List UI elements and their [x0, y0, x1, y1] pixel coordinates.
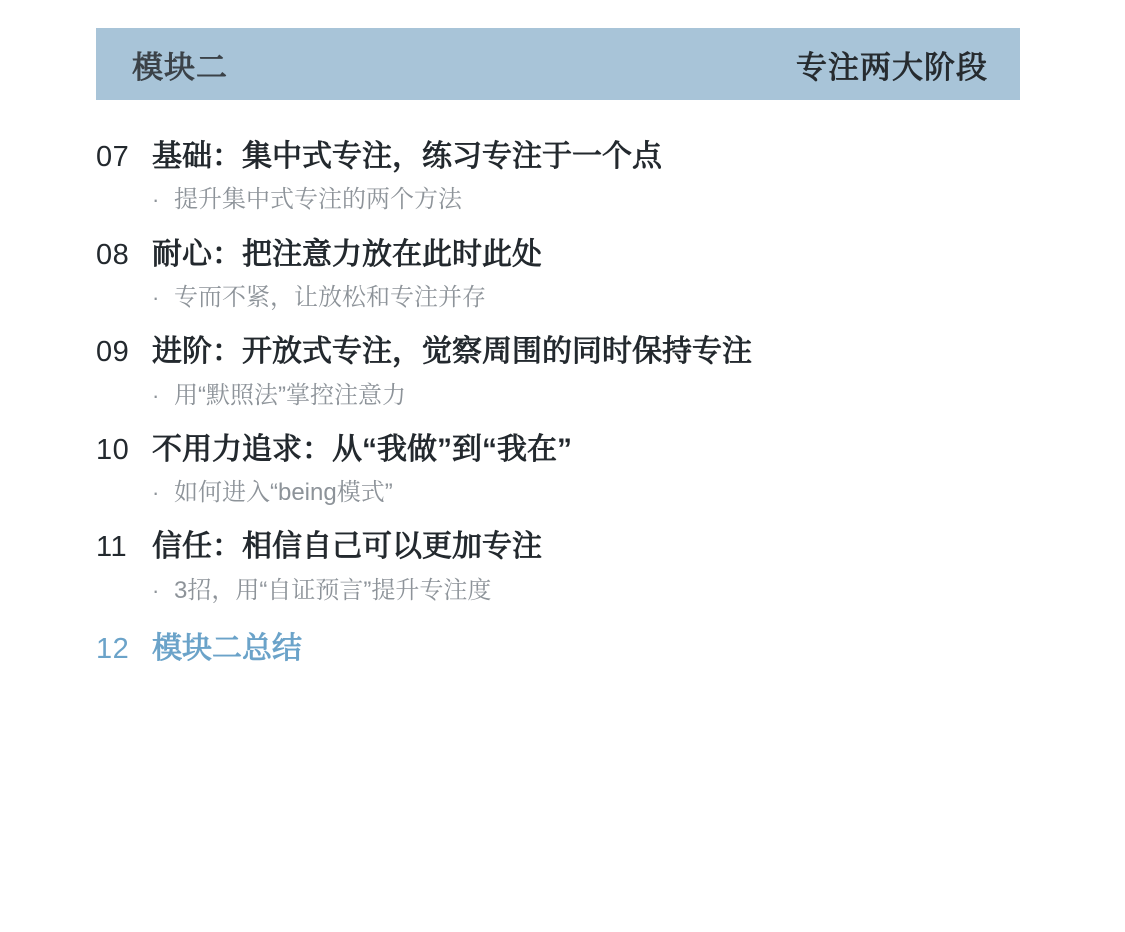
module-label: 模块二 — [132, 49, 228, 85]
toc-entry — [96, 431, 1056, 509]
toc-entry-main — [96, 630, 1056, 668]
toc-entry-subtitle: 专而不紧，让放松和专注并存 — [174, 283, 486, 311]
toc-entry-main — [96, 528, 1056, 566]
toc-entry-number: 09 — [96, 336, 130, 369]
toc-entry-subtitle-row — [96, 477, 1056, 508]
toc-entry — [96, 528, 1056, 606]
toc-entry-title: 基础：集中式专注，练习专注于一个点 — [152, 140, 662, 173]
toc-entry-main — [96, 138, 1056, 176]
toc-entry-subtitle: 3招，用“自证预言”提升专注度 — [174, 576, 492, 604]
toc-entry-number: 10 — [96, 433, 130, 466]
toc-entry-subtitle-row — [96, 575, 1056, 606]
toc-entry-subtitle-row — [96, 282, 1056, 313]
toc-entry-title: 耐心：把注意力放在此时此处 — [152, 237, 542, 271]
toc-entry-main — [96, 333, 1056, 371]
toc-entry-subtitle-row — [96, 184, 1056, 215]
bullet-dot-icon: · — [152, 382, 160, 408]
table-of-contents — [96, 138, 1056, 688]
module-header-band — [96, 28, 1020, 100]
toc-entry — [96, 236, 1056, 314]
toc-entry-title: 不用力追求：从“我做”到“我在” — [152, 432, 572, 466]
toc-entry — [96, 138, 1056, 216]
toc-entry-title: 进阶：开放式专注，觉察周围的同时保持专注 — [152, 335, 752, 369]
toc-entry-subtitle: 提升集中式专注的两个方法 — [174, 186, 462, 214]
toc-entry-number: 11 — [96, 531, 128, 564]
module-title: 专注两大阶段 — [796, 49, 988, 85]
toc-entry — [96, 333, 1056, 411]
bullet-dot-icon: · — [152, 577, 160, 603]
toc-entry-subtitle: 用“默照法”掌控注意力 — [174, 381, 406, 409]
toc-entry-main — [96, 431, 1056, 469]
toc-entry-subtitle: 如何进入“being模式” — [174, 479, 393, 507]
toc-entry-title: 信任：相信自己可以更加专注 — [152, 530, 542, 564]
toc-entry-main — [96, 236, 1056, 274]
toc-entry-summary — [96, 630, 1056, 668]
toc-entry-subtitle-row — [96, 380, 1056, 411]
bullet-dot-icon: · — [152, 480, 160, 506]
bullet-dot-icon: · — [152, 284, 160, 310]
toc-entry-number: 07 — [96, 141, 130, 173]
toc-entry-number: 08 — [96, 238, 130, 271]
toc-entry-title: 模块二总结 — [152, 631, 302, 665]
bullet-dot-icon: · — [152, 187, 160, 213]
toc-entry-number: 12 — [96, 632, 130, 665]
